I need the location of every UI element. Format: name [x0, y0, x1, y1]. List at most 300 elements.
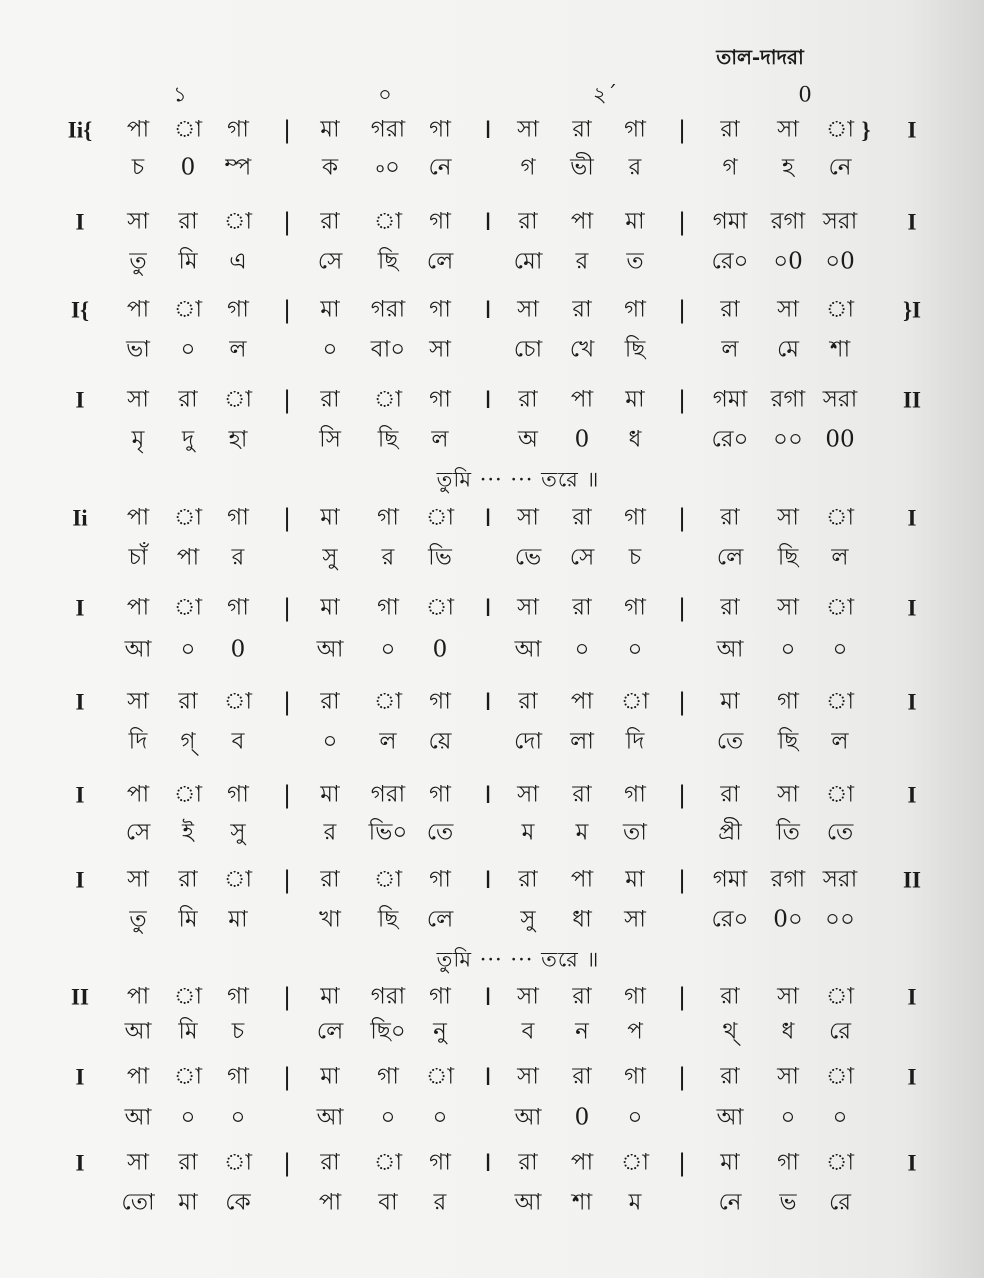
lyric-syllable: সে — [569, 544, 595, 571]
swara-note: সা — [517, 116, 539, 143]
lyric-syllable: র — [231, 544, 245, 571]
swara-note: সা — [777, 781, 799, 808]
swara-note: গমা — [712, 866, 748, 893]
lyric-syllable: ০ — [627, 1104, 643, 1131]
repeat-close-brace: } — [861, 117, 871, 143]
lyric-syllable: ল — [831, 544, 849, 571]
swara-note: পা — [570, 386, 594, 413]
lyric-syllable: ৹০ — [376, 154, 400, 181]
row-end-marker: I — [907, 209, 917, 235]
swara-note: গরা — [370, 296, 406, 323]
bar-line: | — [677, 116, 687, 144]
bar-line: | — [282, 386, 292, 414]
bar-line: | — [282, 504, 292, 532]
swara-note: সা — [127, 1149, 149, 1176]
lyric-syllable: বা০ — [370, 336, 406, 363]
row-lead-marker: I — [75, 1150, 85, 1176]
lyric-syllable: 0০ — [773, 906, 803, 933]
swara-note: রা — [720, 781, 740, 808]
lyric-syllable: তু — [129, 906, 147, 933]
lyric-syllable: ০ — [180, 336, 196, 363]
row-end-marker: I — [907, 1064, 917, 1090]
row-lead-marker: I — [75, 867, 85, 893]
lyric-syllable: প — [627, 1018, 643, 1045]
swara-note: পা — [570, 208, 594, 235]
bar-line: I — [484, 866, 492, 894]
lyric-syllable: আ — [316, 636, 344, 663]
swara-note: সা — [777, 504, 799, 531]
row-lead-marker: Ii — [72, 505, 88, 531]
swara-note: সরা — [822, 866, 858, 893]
swara-note: মা — [625, 208, 645, 235]
bar-line: I — [484, 386, 492, 414]
swara-note: রা — [720, 296, 740, 323]
lyric-syllable: শা — [829, 336, 851, 363]
lyric-syllable: ম — [521, 819, 535, 846]
lyric-syllable: ছি — [377, 248, 399, 275]
bar-line: | — [677, 296, 687, 324]
lyric-syllable: মৃ — [131, 426, 145, 453]
lyric-syllable: পা — [318, 1189, 342, 1216]
swara-note: া — [173, 983, 203, 1010]
swara-note: মা — [320, 781, 340, 808]
swara-note: া — [223, 688, 253, 715]
swara-note: সা — [127, 208, 149, 235]
bar-line: | — [677, 983, 687, 1011]
swara-note: া — [620, 1149, 650, 1176]
swara-note: গমা — [712, 208, 748, 235]
swara-note: া — [825, 688, 855, 715]
lyric-syllable: গ্ — [180, 728, 196, 755]
swara-note: সা — [127, 386, 149, 413]
lyric-syllable: দি — [128, 728, 148, 755]
swara-note: মা — [320, 594, 340, 621]
lyric-syllable: ক — [321, 154, 339, 181]
lyric-syllable: আ — [316, 1104, 344, 1131]
swara-note: সা — [127, 866, 149, 893]
swara-note: গা — [429, 296, 451, 323]
swara-note: পা — [126, 504, 150, 531]
lyric-syllable: ০ — [780, 1104, 796, 1131]
lyric-syllable: ল — [379, 728, 397, 755]
beat-marker: 0 — [798, 82, 812, 107]
lyric-syllable: ০ — [322, 728, 338, 755]
lyric-syllable: রে — [829, 1189, 851, 1216]
lyric-syllable: ল — [721, 336, 739, 363]
lyric-syllable: ০ — [180, 1104, 196, 1131]
lyric-syllable: পা — [176, 544, 200, 571]
bar-line: | — [282, 208, 292, 236]
lyric-syllable: ০0 — [825, 248, 855, 275]
lyric-syllable: ই — [182, 819, 194, 846]
lyric-syllable: 0 — [230, 636, 246, 663]
swara-note: া — [425, 504, 455, 531]
lyric-syllable: মি — [178, 248, 198, 275]
lyric-syllable: চাঁ — [128, 544, 148, 571]
swara-note: রা — [320, 386, 340, 413]
lyric-syllable: ভি০ — [368, 819, 408, 846]
lyric-syllable: ল — [229, 336, 247, 363]
lyric-syllable: ধ — [781, 1018, 795, 1045]
beat-marker: ১ — [173, 82, 187, 107]
lyric-syllable: নু — [433, 1018, 447, 1045]
swara-note: গা — [377, 1063, 399, 1090]
swara-note: রা — [178, 1149, 198, 1176]
lyric-syllable: ০ — [432, 1104, 448, 1131]
bar-line: I — [484, 781, 492, 809]
swara-note: রা — [572, 983, 592, 1010]
lyric-syllable: ছি — [377, 426, 399, 453]
swara-note: রা — [518, 1149, 538, 1176]
swara-note: সরা — [822, 386, 858, 413]
lyric-syllable: ন — [575, 1018, 589, 1045]
lyric-syllable: ম — [628, 1189, 642, 1216]
lyric-syllable: ০ — [832, 1104, 848, 1131]
bar-line: | — [677, 781, 687, 809]
swara-note: সা — [517, 594, 539, 621]
lyric-syllable: মি — [178, 1018, 198, 1045]
lyric-syllable: তো — [121, 1189, 155, 1216]
swara-note: সা — [777, 983, 799, 1010]
swara-note: মা — [320, 983, 340, 1010]
swara-note: পা — [126, 116, 150, 143]
swara-note: সা — [777, 1063, 799, 1090]
swara-note: সা — [777, 594, 799, 621]
swara-note: পা — [126, 781, 150, 808]
swara-note: া — [373, 386, 403, 413]
swara-note: রা — [572, 594, 592, 621]
swara-note: গা — [624, 983, 646, 1010]
swara-note: া — [825, 116, 855, 143]
lyric-syllable: গ — [722, 154, 738, 181]
swara-note: গা — [429, 1149, 451, 1176]
swara-note: গা — [227, 781, 249, 808]
swara-note: া — [223, 1149, 253, 1176]
swara-note: রা — [720, 594, 740, 621]
swara-note: া — [173, 594, 203, 621]
swara-note: সা — [127, 688, 149, 715]
swara-note: মা — [320, 504, 340, 531]
swara-note: া — [173, 296, 203, 323]
swara-note: রা — [720, 1063, 740, 1090]
swara-note: া — [620, 688, 650, 715]
swara-note: সা — [777, 296, 799, 323]
lyric-syllable: তে — [826, 819, 854, 846]
swara-note: া — [173, 1063, 203, 1090]
swara-note: গা — [227, 1063, 249, 1090]
lyric-syllable: 00 — [825, 426, 855, 453]
swara-note: রা — [178, 208, 198, 235]
swara-note: পা — [126, 594, 150, 621]
swara-note: রগা — [770, 208, 806, 235]
lyric-syllable: সু — [322, 544, 338, 571]
beat-marker: ২´ — [592, 82, 618, 107]
lyric-syllable: ০ — [322, 336, 338, 363]
lyric-syllable: য়ে — [428, 728, 452, 755]
swara-note: া — [223, 386, 253, 413]
swara-note: রা — [320, 688, 340, 715]
bar-line: | — [282, 688, 292, 716]
lyric-syllable: ০ — [180, 636, 196, 663]
lyric-syllable: রে০ — [711, 426, 749, 453]
lyric-syllable: চ — [628, 544, 642, 571]
lyric-syllable: ধা — [572, 906, 592, 933]
lyric-syllable: হা — [228, 426, 248, 453]
swara-note: রা — [320, 866, 340, 893]
swara-note: মা — [320, 1063, 340, 1090]
swara-note: গা — [624, 594, 646, 621]
lyric-syllable: ০ — [230, 1104, 246, 1131]
swara-note: গা — [227, 983, 249, 1010]
swara-note: পা — [126, 1063, 150, 1090]
swara-note: পা — [126, 983, 150, 1010]
lyric-syllable: মা — [178, 1189, 198, 1216]
swara-note: গা — [227, 116, 249, 143]
bar-line: | — [677, 386, 687, 414]
lyric-syllable: সে — [125, 819, 151, 846]
lyric-syllable: সি — [319, 426, 341, 453]
swara-note: গা — [429, 208, 451, 235]
lyric-syllable: ব — [521, 1018, 535, 1045]
bar-line: | — [282, 594, 292, 622]
swara-note: া — [825, 504, 855, 531]
bar-line: I — [484, 594, 492, 622]
lyric-syllable: কে — [225, 1189, 251, 1216]
swara-note: া — [825, 781, 855, 808]
row-end-marker: II — [903, 387, 921, 413]
lyric-syllable: লে — [426, 248, 454, 275]
lyric-syllable: আ — [124, 636, 152, 663]
row-lead-marker: I — [75, 782, 85, 808]
lyric-syllable: ০0 — [773, 248, 803, 275]
swara-note: সা — [517, 1063, 539, 1090]
lyric-syllable: চ — [231, 1018, 245, 1045]
row-end-marker: I — [907, 505, 917, 531]
row-end-marker: I — [907, 595, 917, 621]
lyric-syllable: ভে — [514, 544, 542, 571]
lyric-syllable: ছি — [624, 336, 646, 363]
swara-note: গা — [777, 688, 799, 715]
swara-note: গা — [377, 594, 399, 621]
lyric-syllable: সা — [429, 336, 451, 363]
swara-note: গা — [227, 504, 249, 531]
lyric-syllable: আ — [514, 1104, 542, 1131]
swara-note: রগা — [770, 866, 806, 893]
lyric-syllable: শা — [571, 1189, 593, 1216]
swara-note: পা — [570, 688, 594, 715]
lyric-syllable: র — [628, 154, 642, 181]
row-end-marker: I — [907, 782, 917, 808]
lyric-syllable: ম্প — [224, 154, 252, 181]
swara-note: রা — [572, 1063, 592, 1090]
swara-note: গা — [429, 866, 451, 893]
swara-note: মা — [320, 296, 340, 323]
bar-line: I — [484, 296, 492, 324]
bar-line: | — [677, 594, 687, 622]
swara-note: গা — [624, 781, 646, 808]
swara-note: া — [425, 594, 455, 621]
swara-note: া — [825, 296, 855, 323]
lyric-syllable: সু — [230, 819, 246, 846]
lyric-syllable: অ — [518, 426, 538, 453]
swara-note: গা — [377, 504, 399, 531]
lyric-syllable: সু — [520, 906, 536, 933]
swara-note: গা — [429, 983, 451, 1010]
swara-note: সা — [517, 296, 539, 323]
swara-note: া — [373, 208, 403, 235]
lyric-syllable: সে — [317, 248, 343, 275]
lyric-syllable: আ — [514, 636, 542, 663]
swara-note: রা — [518, 386, 538, 413]
lyric-syllable: রে০ — [711, 248, 749, 275]
swara-note: মা — [720, 688, 740, 715]
bar-line: I — [484, 1149, 492, 1177]
bar-line: | — [677, 504, 687, 532]
bar-line: I — [484, 983, 492, 1011]
swara-note: া — [173, 781, 203, 808]
bar-line: I — [484, 504, 492, 532]
swara-note: রা — [720, 983, 740, 1010]
swara-note: মা — [625, 866, 645, 893]
swara-note: রা — [518, 208, 538, 235]
lyric-syllable: মা — [228, 906, 248, 933]
swara-note: রগা — [770, 386, 806, 413]
swara-note: া — [825, 983, 855, 1010]
refrain-line: তুমি ··· ··· তরে ॥ — [436, 467, 600, 492]
swara-note: গা — [624, 296, 646, 323]
lyric-syllable: চো — [513, 336, 543, 363]
lyric-syllable: নে — [428, 154, 452, 181]
swara-note: সা — [777, 116, 799, 143]
swara-note: া — [223, 208, 253, 235]
lyric-syllable: ০ — [627, 636, 643, 663]
bar-line: | — [282, 116, 292, 144]
lyric-syllable: ম — [575, 819, 589, 846]
swara-note: গা — [227, 594, 249, 621]
swara-note: পা — [570, 1149, 594, 1176]
lyric-syllable: রে — [829, 1018, 851, 1045]
swara-note: রা — [720, 116, 740, 143]
bar-line: | — [677, 208, 687, 236]
lyric-syllable: ছি — [777, 728, 799, 755]
swara-note: রা — [572, 296, 592, 323]
lyric-syllable: লে — [316, 1018, 344, 1045]
lyric-syllable: তা — [623, 819, 647, 846]
swara-note: া — [373, 688, 403, 715]
bar-line: I — [484, 1063, 492, 1091]
swara-note: রা — [320, 1149, 340, 1176]
swara-note: রা — [518, 866, 538, 893]
swara-note: া — [825, 1063, 855, 1090]
lyric-syllable: ০০ — [773, 426, 803, 453]
lyric-syllable: খা — [319, 906, 341, 933]
row-end-marker: II — [903, 867, 921, 893]
lyric-syllable: র — [381, 544, 395, 571]
lyric-syllable: আ — [124, 1018, 152, 1045]
bar-line: | — [282, 781, 292, 809]
bar-line: | — [282, 1063, 292, 1091]
lyric-syllable: দো — [513, 728, 543, 755]
lyric-syllable: চ — [131, 154, 145, 181]
swara-note: রা — [572, 116, 592, 143]
lyric-syllable: লে — [426, 906, 454, 933]
bar-line: I — [484, 208, 492, 236]
lyric-syllable: ল — [431, 426, 449, 453]
lyric-syllable: সা — [624, 906, 646, 933]
row-lead-marker: II — [71, 984, 89, 1010]
row-lead-marker: I — [75, 1064, 85, 1090]
bar-line: | — [677, 866, 687, 894]
lyric-syllable: রে০ — [711, 906, 749, 933]
swara-note: া — [173, 116, 203, 143]
swara-note: সা — [517, 504, 539, 531]
swara-note: গরা — [370, 781, 406, 808]
lyric-syllable: 0 — [574, 426, 590, 453]
lyric-syllable: 0 — [180, 154, 196, 181]
lyric-syllable: ছি — [377, 906, 399, 933]
bar-line: | — [282, 866, 292, 894]
lyric-syllable: দি — [625, 728, 645, 755]
swara-note: রা — [178, 386, 198, 413]
swara-note: গা — [777, 1149, 799, 1176]
lyric-syllable: 0 — [432, 636, 448, 663]
swara-note: গমা — [712, 386, 748, 413]
swara-note: গা — [429, 688, 451, 715]
lyric-syllable: ০০ — [825, 906, 855, 933]
swara-note: গা — [429, 116, 451, 143]
lyric-syllable: আ — [124, 1104, 152, 1131]
bar-line: | — [282, 296, 292, 324]
bar-line: | — [677, 1063, 687, 1091]
lyric-syllable: নে — [718, 1189, 742, 1216]
lyric-syllable: গ — [520, 154, 536, 181]
lyric-syllable: লে — [716, 544, 744, 571]
row-end-marker: I — [907, 689, 917, 715]
lyric-syllable: নে — [828, 154, 852, 181]
lyric-syllable: ব — [231, 728, 245, 755]
bar-line: I — [484, 688, 492, 716]
lyric-syllable: ত — [626, 248, 644, 275]
swara-note: পা — [570, 866, 594, 893]
beat-marker: ০ — [378, 82, 392, 107]
swara-note: রা — [572, 504, 592, 531]
lyric-syllable: ভি — [428, 544, 452, 571]
swara-note: া — [173, 504, 203, 531]
lyric-syllable: র — [575, 248, 589, 275]
lyric-syllable: ল — [831, 728, 849, 755]
swara-note: া — [223, 866, 253, 893]
swara-note: া — [373, 1149, 403, 1176]
row-end-marker: I — [907, 1150, 917, 1176]
lyric-syllable: তু — [129, 248, 147, 275]
swara-note: গা — [429, 386, 451, 413]
swara-note: রা — [720, 504, 740, 531]
lyric-syllable: লা — [570, 728, 594, 755]
swara-note: রা — [178, 688, 198, 715]
row-end-marker: }I — [902, 297, 922, 323]
lyric-syllable: ০ — [380, 1104, 396, 1131]
swara-note: গা — [624, 1063, 646, 1090]
lyric-syllable: মো — [513, 248, 543, 275]
row-lead-marker: I — [75, 387, 85, 413]
lyric-syllable: তে — [426, 819, 454, 846]
swara-note: মা — [320, 116, 340, 143]
swara-note: সা — [517, 983, 539, 1010]
lyric-syllable: ভা — [126, 336, 150, 363]
swara-note: মা — [720, 1149, 740, 1176]
lyric-syllable: র — [433, 1189, 447, 1216]
lyric-syllable: বা — [378, 1189, 398, 1216]
